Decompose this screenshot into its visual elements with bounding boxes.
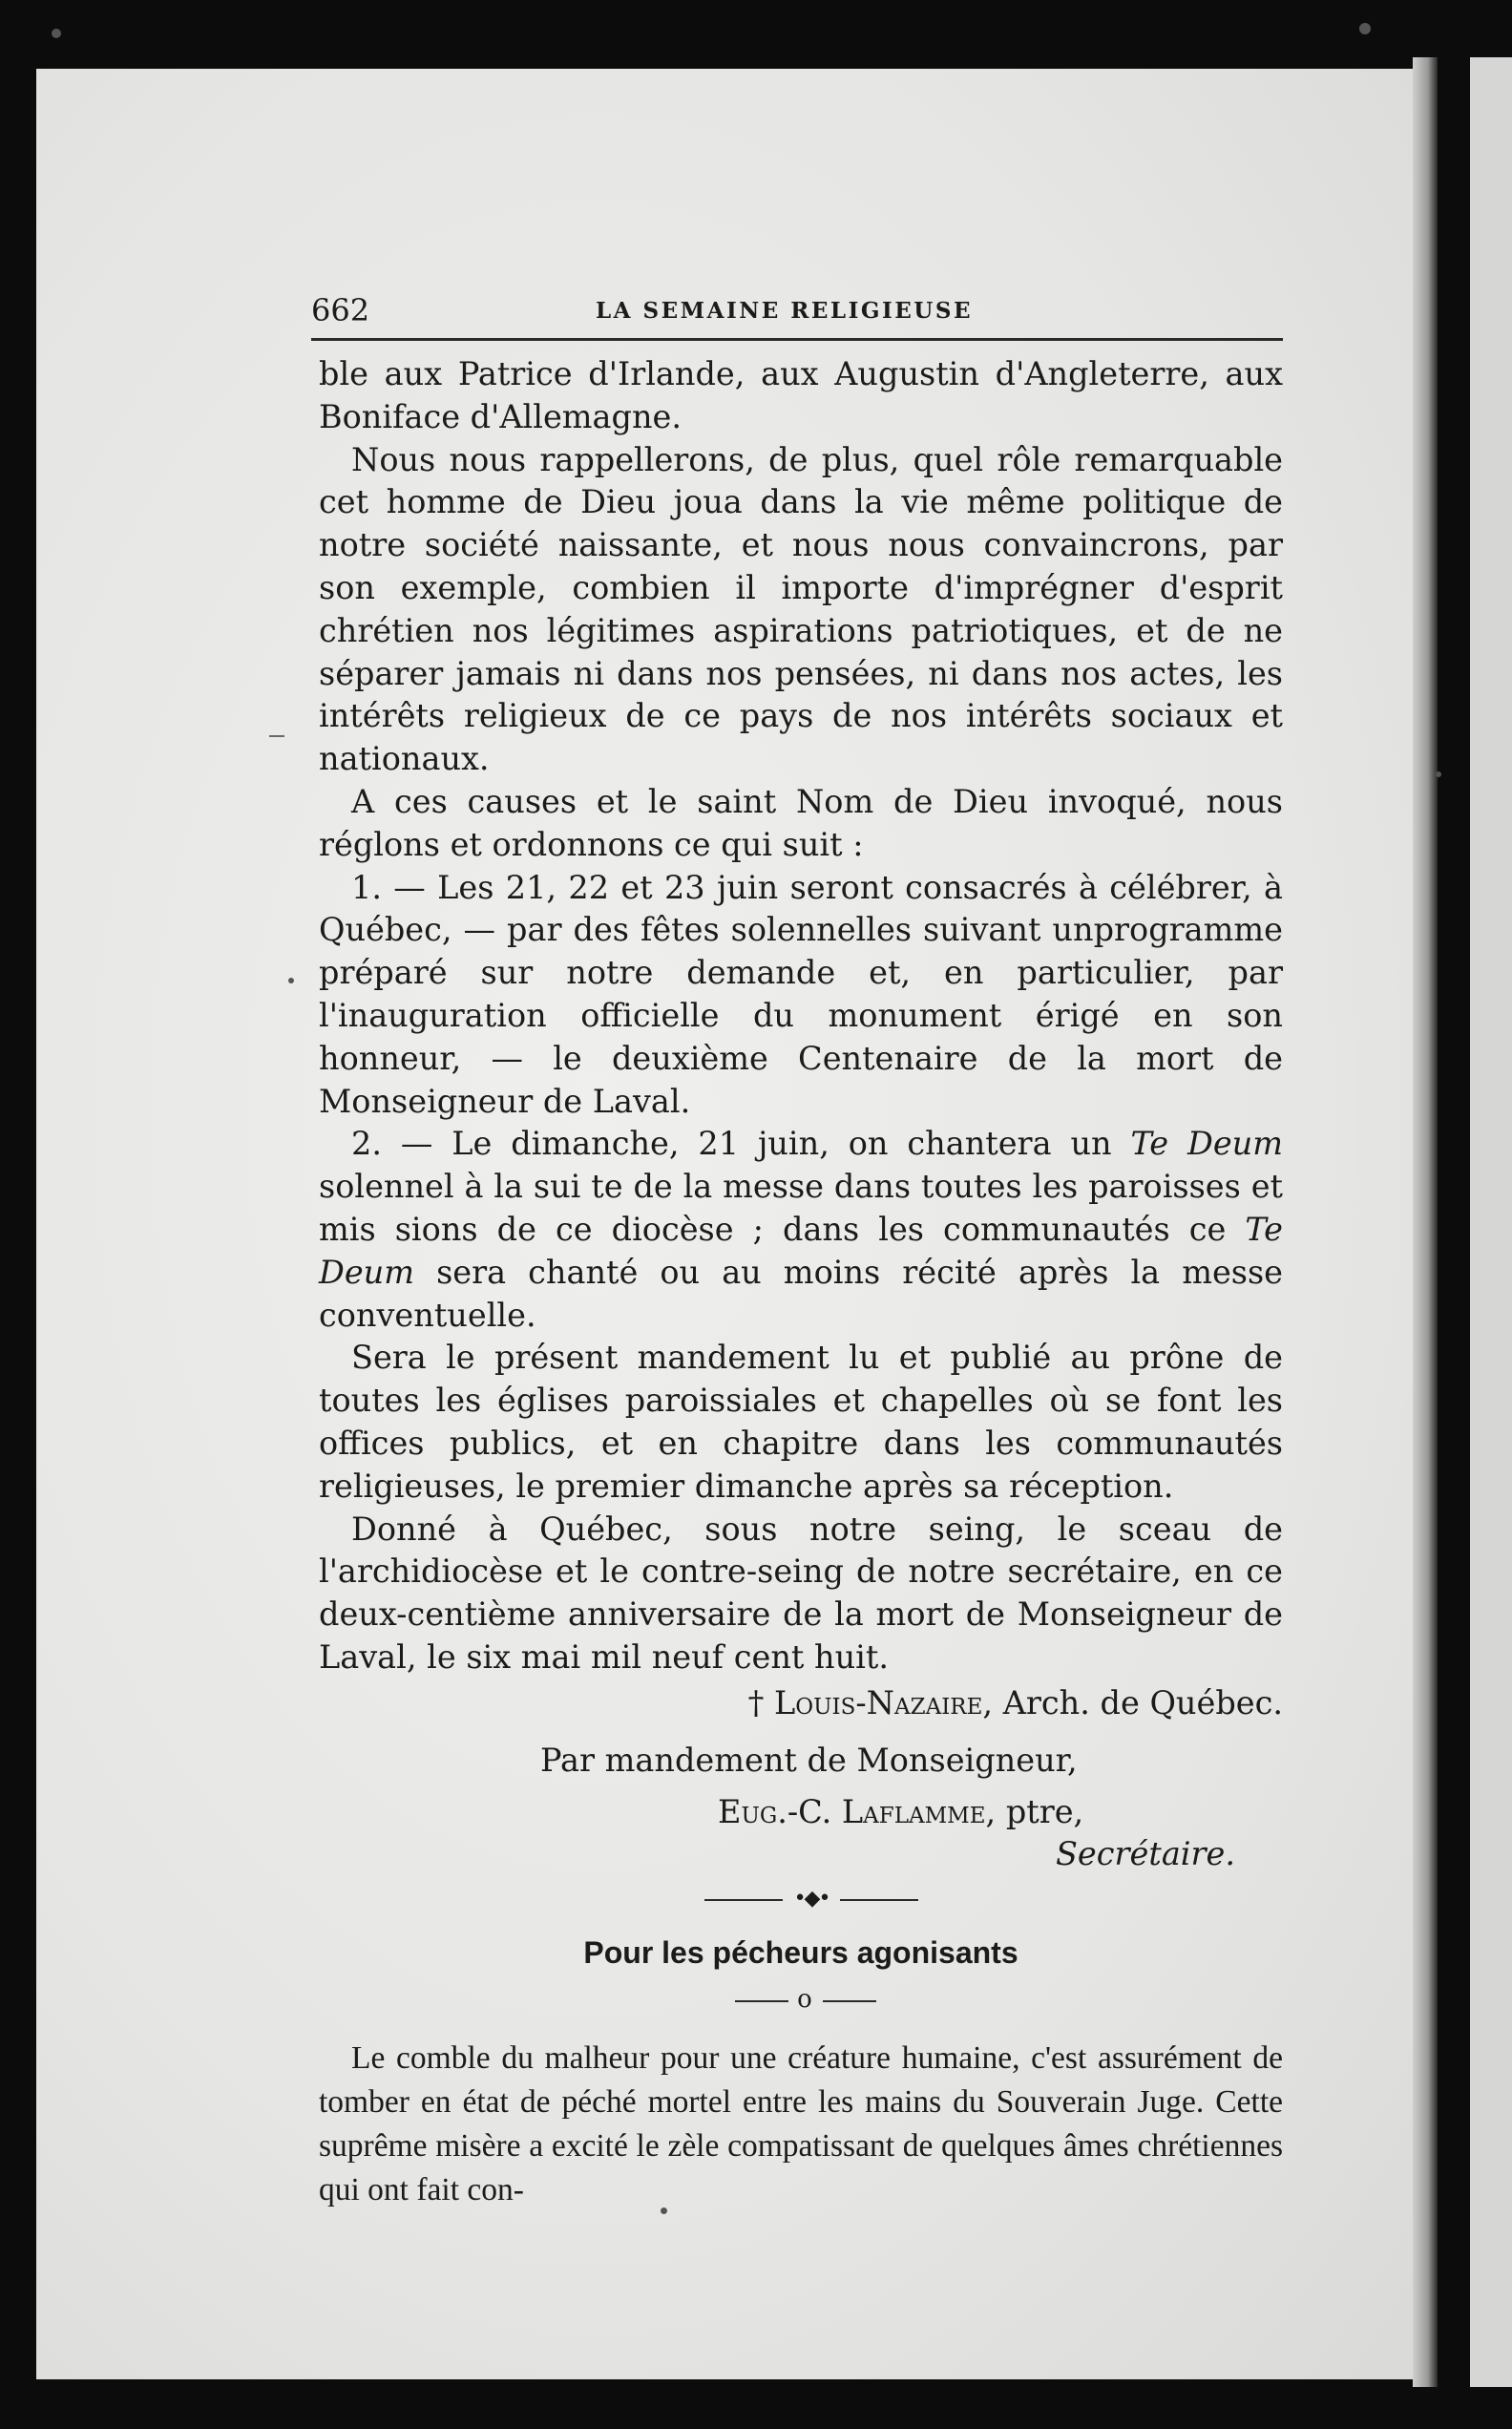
pastoral-letter-text (319, 353, 1283, 1679)
italic-text: Te Deum (1130, 1125, 1283, 1163)
text-run: solennel à la sui te de la messe dans toutes les paroisses et mis sions de ce diocèse ; dans les communautés ce (319, 1168, 1283, 1248)
ornament-glyph: •◆• (793, 1886, 830, 1911)
italic-text: Te Deum (319, 1210, 1283, 1291)
paragraph: Le comble du malheur pour une créature humaine, c'est assurément de tomber en état de péché mortel entre les mains du Souverain Juge. Cette suprême misère a excité le zèle compatissant de quelques âmes chrétiennes qui ont fait con- (319, 2039, 1283, 2207)
scan-speck (52, 29, 61, 38)
ornament-rule-right (840, 1899, 918, 1901)
page-gutter-shadow (1413, 57, 1438, 2387)
secretary-signature (718, 1788, 1083, 1836)
header-rule (311, 338, 1283, 341)
divider-rule-left (735, 2000, 788, 2002)
scan-speck (288, 978, 294, 983)
secretary-role: Secrétaire. (1055, 1834, 1235, 1872)
paragraph: A ces causes et le saint Nom de Dieu invoqué, nous réglons et ordonnons ce qui suit : (319, 782, 1283, 863)
paragraph: Sera le présent mandement lu et publié au prône de toutes les églises paroissiales et chapelles où se font les offices publics, et en chapitre dans les communautés religieuses, le premier dimanche après sa réception. (319, 1339, 1283, 1505)
adjacent-page-edge (1470, 57, 1512, 2387)
secretary-suffix: , ptre, (985, 1792, 1084, 1830)
running-head (311, 288, 1283, 332)
section-title: Pour les pécheurs agonisants (583, 1934, 1018, 1970)
divider-rule-right (823, 2000, 876, 2002)
paragraph: ble aux Patrice d'Irlande, aux Augustin d'Angleterre, aux Boniface d'Allemagne. (319, 355, 1283, 435)
section-text (319, 2037, 1283, 2212)
paragraph: Donné à Québec, sous notre seing, le sceau de l'archidiocèse et le contre-seing de notre secrétaire, en ce deux-centième anniversaire de la mort de Monseigneur de Laval, le six mai mil neuf cent huit. (319, 1510, 1283, 1676)
scan-speck (1359, 23, 1371, 34)
paragraph: 1. — Les 21, 22 et 23 juin seront consacrés à célébrer, à Québec, — par des fêtes solennelles suivant unprogramme préparé sur notre demande et, en particulier, par l'inauguration officielle du monument érigé en son honneur, — le deuxième Centenaire de la mort de Monseigneur de Laval. (319, 868, 1283, 1120)
section-ornament (319, 1878, 1283, 1916)
text-run: sera chanté ou au moins récité après la messe conventuelle. (319, 1253, 1283, 1334)
running-head-title: LA SEMAINE RELIGIEUSE (596, 298, 973, 324)
section-divider (319, 1979, 1283, 2021)
paragraph (319, 1123, 1283, 1337)
by-order-line: Par mandement de Monseigneur, (540, 1741, 1078, 1779)
ornament-rule-left (704, 1899, 783, 1901)
page-number: 662 (311, 292, 370, 328)
paragraph: Nous nous rappellerons, de plus, quel rôle remarquable cet homme de Dieu joua dans la vie même politique de notre société naissante, et nous nous convaincrons, par son exemple, combien il importe d'imprégner d'esprit chrétien nos légitimes aspirations patriotiques, et de ne séparer jamais ni dans nos pensées, ni dans nos actes, les intérêts religieux de ce pays de nos intérêts sociaux et nationaux. (319, 440, 1283, 778)
cross-mark: † (747, 1683, 775, 1721)
page-content (311, 288, 1283, 2212)
archbishop-signature (748, 1679, 1283, 1727)
archbishop-title: , Arch. de Québec. (982, 1683, 1283, 1721)
scan-speck (1436, 771, 1441, 777)
divider-mark: o (797, 1984, 812, 2014)
secretary-name: Eug.-C. Laflamme (718, 1792, 986, 1830)
margin-mark (269, 735, 284, 737)
signature-block (319, 1679, 1283, 1872)
text-run: 2. — Le dimanche, 21 juin, on chantera un (351, 1125, 1131, 1163)
archbishop-name: Louis-Nazaire (774, 1683, 983, 1721)
